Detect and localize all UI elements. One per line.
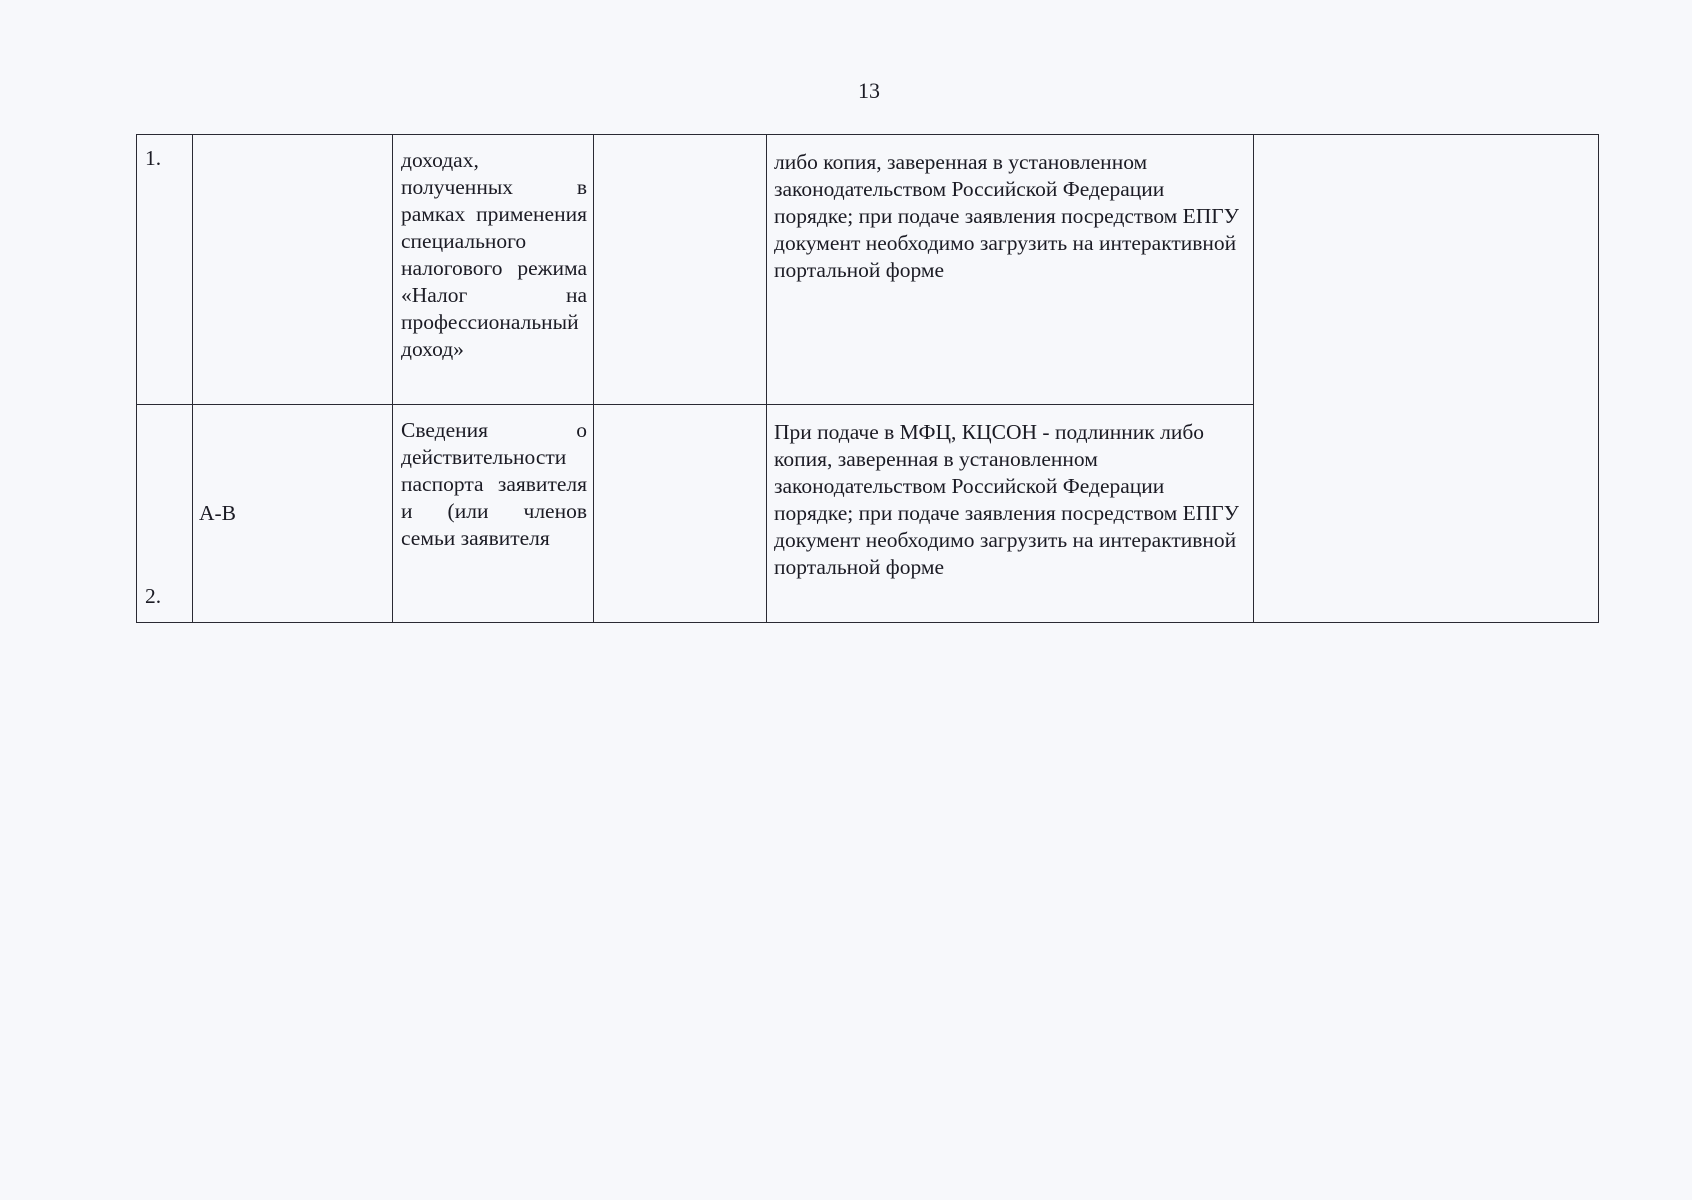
document-code: А-В [199, 501, 237, 525]
document-name-cell [393, 405, 594, 623]
submission-requirements: либо копия, заверенная в установленном законодательством Российской Федерации порядке; при подаче заявления посредством ЕПГУ документ необходимо загрузить на интерактивной портальной форме [774, 150, 1239, 282]
page-number: 13 [858, 78, 880, 103]
document-name: доходах, полученных в рамках применения специального налогового режима «Налог на профессиональный доход» [401, 148, 587, 361]
document-code-cell [193, 135, 393, 405]
document-code-cell [193, 405, 393, 623]
document-table [136, 134, 1599, 623]
document-name: Сведения о действительности паспорта заявителя и (или членов семьи заявителя [401, 418, 587, 550]
row-number-cell [137, 135, 193, 405]
table-row [137, 135, 1599, 405]
submission-requirements-cell [767, 135, 1254, 405]
empty-cell [594, 135, 767, 405]
empty-cell [594, 405, 767, 623]
submission-requirements-cell [767, 405, 1254, 623]
row-number: 2. [145, 584, 162, 608]
submission-requirements: При подаче в МФЦ, КЦСОН - подлинник либо копия, заверенная в установленном законодательством Российской Федерации порядке; при подаче заявления посредством ЕПГУ документ необходимо загрузить на интерактивной портальной форме [774, 420, 1239, 579]
merged-empty-cell [1254, 135, 1599, 623]
row-number-cell [137, 405, 193, 623]
document-name-cell [393, 135, 594, 405]
row-number: 1. [145, 146, 162, 170]
